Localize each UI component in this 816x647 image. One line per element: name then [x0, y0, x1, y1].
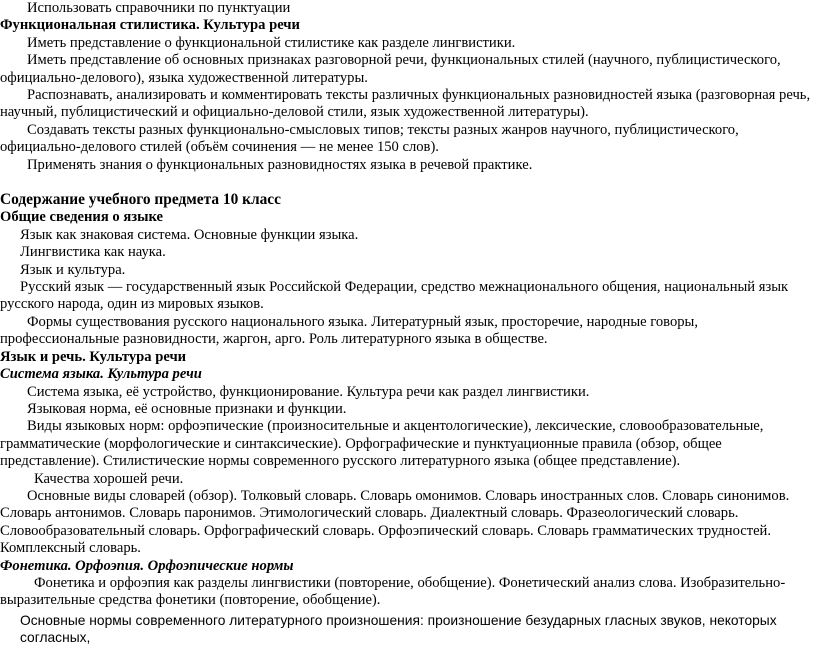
heading-general-info: Общие сведения о языке [0, 209, 163, 226]
paragraph-speech-quality: Качества хорошей речи. [34, 470, 184, 487]
paragraph-create-texts: Создавать тексты разных функционально-смысловых типов; тексты разных жанров научного, публицистического, официально-делового стилей (объём сочинения — не менее 150 слов). [0, 121, 739, 156]
paragraph-russian-state-language: Русский язык — государственный язык Российской Федерации, средство межнационального общения, национальный язык русского народа, один из мировых языков. [0, 279, 789, 313]
paragraph-pronunciation-norms: Основные нормы современного литературного произношения: произношение безударных гласных звуков, некоторых согласных, [20, 612, 777, 646]
paragraph-dictionaries: Основные виды словарей (обзор). Толковый словарь. Словарь омонимов. Словарь иностранных слов. Словарь синонимов. Словарь антонимов. Словарь паронимов. Этимологический словарь. Диалектный словарь. Фразеологический словарь. Словообразовательный словарь. Орфографический словарь. Орфоэпический словарь. Словарь грамматических трудностей. Комплексный словарь. [0, 487, 790, 557]
heading-language-system: Система языка. Культура речи [0, 366, 202, 383]
heading-subject-content: Содержание учебного предмета 10 класс [0, 191, 281, 209]
paragraph-speech-features: Иметь представление об основных признаках разговорной речи, функциональных стилей (научного, публицистического, официально-делового), языка художественной литературы. [0, 52, 781, 86]
paragraph-sign-system: Язык как знаковая система. Основные функции языка. [20, 226, 359, 243]
blank-spacer [0, 174, 813, 191]
paragraph-phonetics: Фонетика и орфоэпия как разделы лингвистики (повторение, обобщение). Фонетический анализ слова. Изобразительно-выразительные средства фонетики (повторение, обобщение). [0, 574, 786, 609]
paragraph-language-norm: Языковая норма, её основные признаки и функции. [27, 400, 347, 417]
heading-functional-stylistics: Функциональная стилистика. Культура речи [0, 17, 300, 34]
heading-language-and-speech: Язык и речь. Культура речи [0, 348, 187, 365]
paragraph-norm-types: Виды языковых норм: орфоэпические (произносительные и акцентологические), лексические, словообразовательные, грамматические (морфологические и синтаксические). Орфографические и пунктуационные правила (обзор, общее представление). Стилистические нормы современного русского литературного языка (общее представление). [0, 418, 764, 470]
paragraph-analyze-texts: Распознавать, анализировать и комментировать тексты различных функциональных разновидностей языка (разговорная речь, научный, публицистический и официально-деловой стили, язык художественной литературы). [0, 87, 811, 121]
paragraph-apply-knowledge: Применять знания о функциональных разновидностях языка в речевой практике. [27, 156, 533, 173]
paragraph-punctuation-reference: Использовать справочники по пунктуации [27, 0, 291, 16]
paragraph-language-system: Система языка, её устройство, функционирование. Культура речи как раздел лингвистики. [27, 383, 590, 400]
paragraph-functional-stylistics: Иметь представление о функциональной стилистике как разделе лингвистики. [27, 34, 516, 51]
paragraph-language-forms: Формы существования русского национального языка. Литературный язык, просторечие, народные говоры, профессиональные разновидности, жаргон, арго. Роль литературного языка в обществе. [0, 313, 699, 348]
paragraph-linguistics-science: Лингвистика как наука. [20, 244, 166, 261]
paragraph-language-culture: Язык и культура. [20, 261, 126, 278]
heading-phonetics: Фонетика. Орфоэпия. Орфоэпические нормы [0, 557, 294, 574]
